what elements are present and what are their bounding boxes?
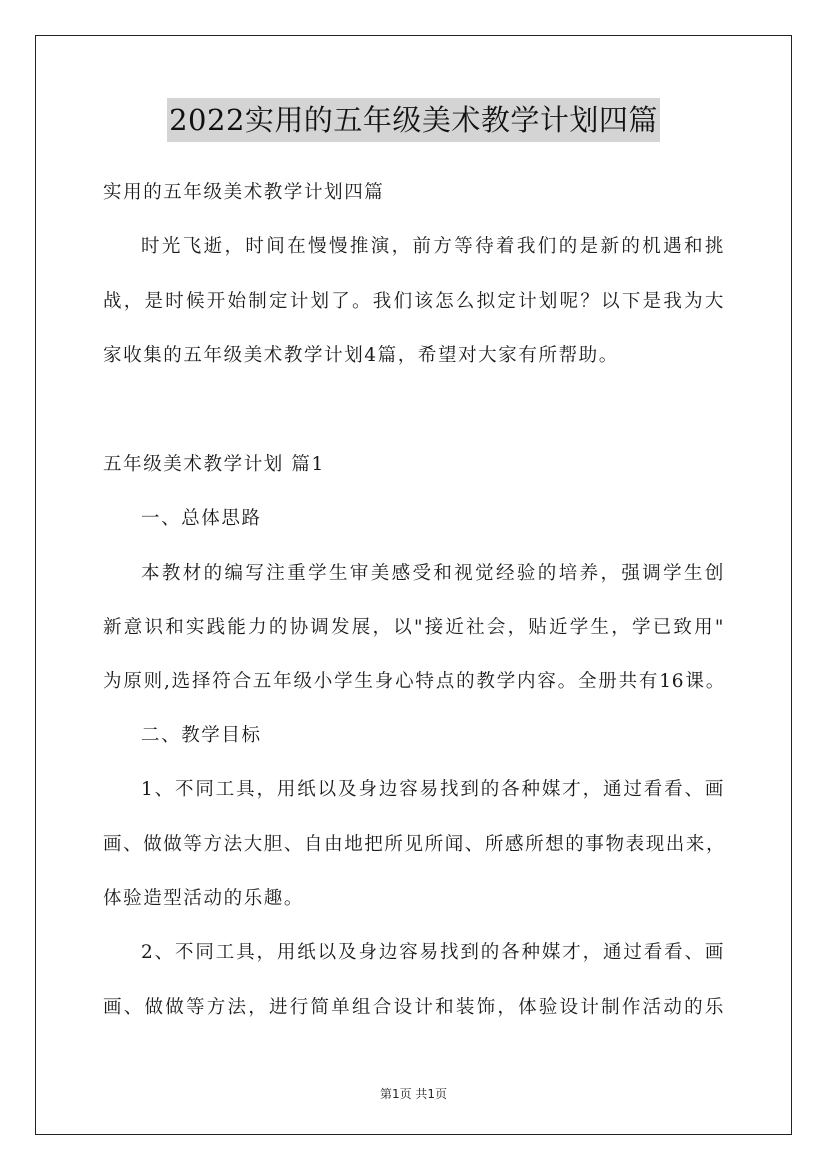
para1-line-1: 本教材的编写注重学生审美感受和视觉经验的培养，强调学生创 bbox=[141, 563, 725, 584]
item1-line-1: 1、不同工具，用纸以及身边容易找到的各种媒才，通过看看、画 bbox=[141, 779, 725, 800]
page-number-footer: 第1页 共1页 bbox=[379, 1087, 448, 1101]
intro-line-2: 战，是时候开始制定计划了。我们该怎么拟定计划呢？以下是我为大 bbox=[103, 291, 725, 312]
intro-line-3: 家收集的五年级美术教学计划4篇，希望对大家有所帮助。 bbox=[103, 345, 619, 366]
item2-line-1: 2、不同工具，用纸以及身边容易找到的各种媒才，通过看看、画 bbox=[141, 942, 725, 963]
subtitle: 实用的五年级美术教学计划四篇 bbox=[103, 182, 385, 203]
para1-line-3: 为原则,选择符合五年级小学生身心特点的教学内容。全册共有16课。 bbox=[103, 671, 725, 692]
intro-line-1: 时光飞逝，时间在慢慢推演，前方等待着我们的是新的机遇和挑 bbox=[141, 236, 725, 257]
item2-line-2: 画、做做等方法，进行简单组合设计和装饰，体验设计制作活动的乐 bbox=[103, 997, 725, 1018]
title-container bbox=[0, 98, 827, 142]
document-title: 2022实用的五年级美术教学计划四篇 bbox=[167, 98, 660, 142]
section-heading: 五年级美术教学计划 篇1 bbox=[103, 454, 325, 475]
heading-overall-approach: 一、总体思路 bbox=[141, 508, 262, 529]
heading-teaching-goals: 二、教学目标 bbox=[141, 725, 262, 746]
item1-line-2: 画、做做等方法大胆、自由地把所见所闻、所感所想的事物表现出来， bbox=[103, 834, 727, 855]
para1-line-2: 新意识和实践能力的协调发展，以"接近社会，贴近学生，学已致用" bbox=[103, 617, 725, 638]
item1-line-3: 体验造型活动的乐趣。 bbox=[103, 888, 305, 909]
